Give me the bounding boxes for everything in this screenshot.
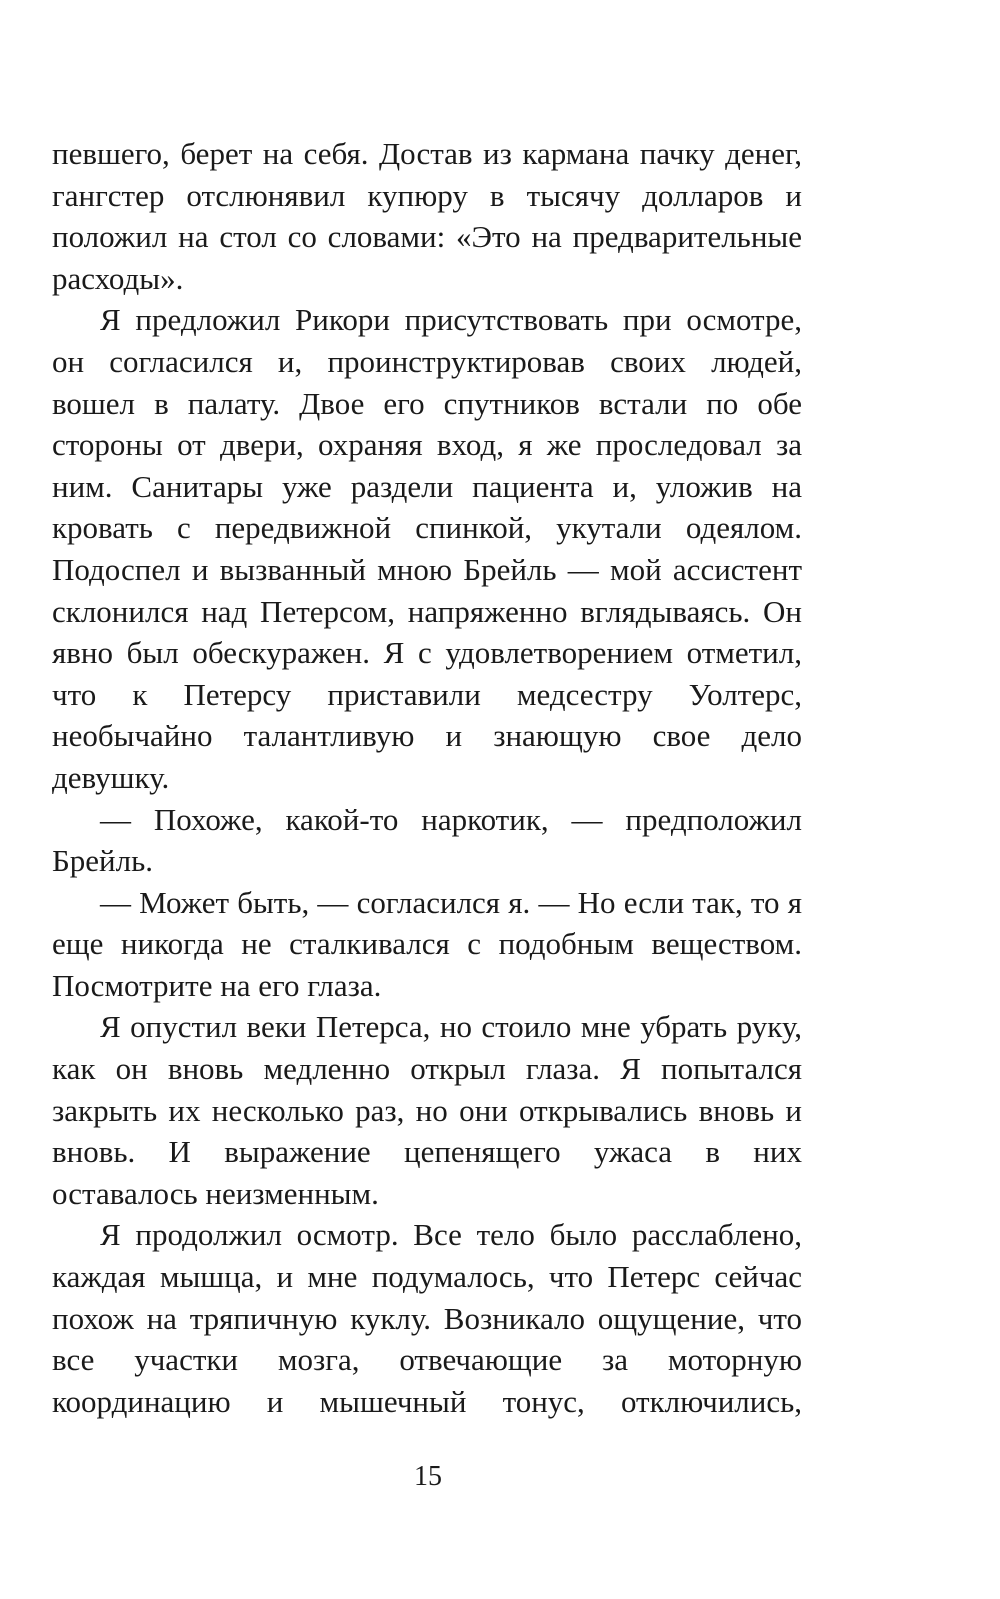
paragraph-4: — Может быть, — согласился я. — Но если так, то я еще никогда не сталкивался с подобным веществом. Посмотрите на его глаза. — [52, 884, 802, 1003]
paragraph-1: певшего, берет на себя. Достав из кармана пачку денег, гангстер отслюнявил купюру в тысячу долларов и положил на стол со словами: «Это на предварительные расходы». — [52, 136, 802, 296]
page-number: 15 — [414, 1461, 442, 1492]
body-text — [52, 133, 802, 1422]
paragraph-6: Я продолжил осмотр. Все тело было расслаблено, каждая мышца, и мне подумалось, что Петерс сейчас похож на тряпичную куклу. Возникало ощущение, что все участки мозга, отвечающие за моторную координацию и мышечный тонус, отключились, — [52, 1217, 802, 1419]
paragraph-3: — Похоже, какой-то наркотик, — предположил Брейль. — [52, 801, 802, 879]
paragraph-5: Я опустил веки Петерса, но стоило мне убрать руку, как он вновь медленно открыл глаза. Я попытался закрыть их несколько раз, но они открывались вновь и вновь. И выражение цепенящего ужаса в них оставалось неизменным. — [52, 1009, 802, 1211]
paragraph-2: Я предложил Рикори присутствовать при осмотре, он согласился и, проинструктировав своих людей, вошел в палату. Двое его спутников встали по обе стороны от двери, охраняя вход, я же проследовал за ним. Санитары уже раздели пациента и, уложив на кровать с передвижной спинкой, укутали одеялом. Подоспел и вызванный мною Брейль — мой ассистент склонился над Петерсом, напряженно вглядываясь. Он явно был обескуражен. Я с удовлетворением отметил, что к Петерсу приставили медсестру Уолтерс, необычайно талантливую и знающую свое дело девушку. — [52, 302, 802, 795]
